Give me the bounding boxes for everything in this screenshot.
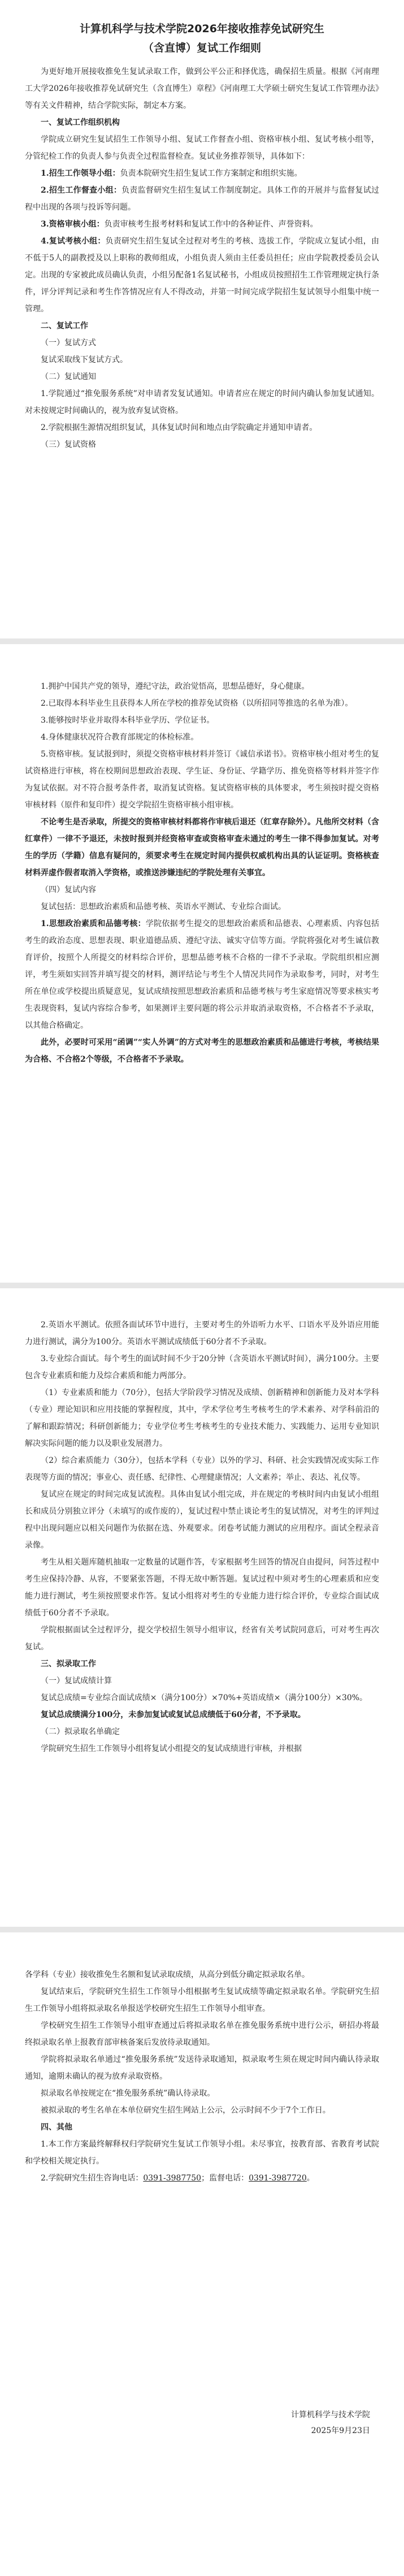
bold-term: 2.招生工作督查小组： [41, 186, 122, 195]
text-run: 2.学院研究生招生咨询电话： [41, 2174, 144, 2183]
paragraph: （1）专业素质和能力（70分），包括大学阶段学习情况及成绩、创新精神和创新能力及对本学科（专业）理论知识和应用技能的掌握程度，其中，学术学位考生考核考生的学术素养、对学科前沿的了解和跟踪情况；科研创新能力；专业学位考生考核考生的专业技术能力、实践能力、运用专业知识解决实际问题的能力以及职业发展潜力。 [25, 1388, 379, 1448]
bold-term: 1.招生工作领导小组： [41, 169, 120, 178]
paragraph: 复试总成绩=专业综合面试成绩×（满分100分）×70%+英语成绩×（满分100分）×30%。 [41, 1693, 368, 1702]
paragraph: 2.学院根据生源情况组织复试，具体复试时间和地点由学院确定并通知申请者。 [41, 423, 318, 432]
paragraph [25, 233, 379, 318]
bold-term: 4.复试考核小组： [41, 237, 106, 246]
text-run: 负责研究生招生复试全过程对考生的考核、选拔工作，学院成立复试小组，由不低于5人的副教授及以上职称的教师组成，小组负责人须由主任委员担任；应由学院教授委员会认定。出现的专家被此成员确认负责，小组另配备1名复试秘书，小组成员按照招生工作管理规定执行条件，评分评判记录和考生作答情况应有人不得改动，并第一时间完成学院招生复试领导小组集中统一管理。 [25, 237, 379, 314]
contact-paragraph [25, 2170, 379, 2187]
paragraph: 1.学院通过“推免服务系统”对申请者发复试通知。申请者应在规定的时间内确认参加复试通知。对未按规定时间确认的，视为放弃复试资格。 [25, 389, 379, 415]
paragraph: 各学科（专业）接收推免生名额和复试录取成绩，从高分到低分确定拟录取名单。 [25, 1970, 310, 1979]
text-run: 。 [306, 2174, 315, 2183]
paragraph: 2.英语水平测试。依照各面试环节中进行，主要对考生的外语听力水平、口语水平及外语应用能力进行测试，满分为100分。英语水平测试成绩低于60分者不予录取。 [25, 1320, 379, 1346]
paragraph: 3.能够按时毕业并取得本科毕业学历、学位证书。 [41, 716, 215, 725]
document-page-3 [0, 1288, 404, 1927]
subsection-heading: （四）复试内容 [41, 885, 96, 894]
paragraph: 4.身体健康状况符合教育部规定的体检标准。 [41, 733, 199, 742]
text-run: 负责本院研究生招生复试工作方案制定和组织实施。 [120, 169, 302, 178]
paragraph: 拟录取名单按规定在“推免服务系统”确认待录取。 [41, 2089, 215, 2098]
bold-term: 1.思想政治素质和品德考核： [41, 919, 146, 928]
paragraph: 学院根据面试全过程评分，提交学校招生领导小组审议，经省有关考试院同意后，可对考生再次复试。 [25, 1626, 379, 1652]
text-run: 学院依据考生提交的思想政治素质和品德表、心理素质、内容包括考生的政治态度、思想表现、职业道德品质、遵纪守法、诚实守信等方面。学院将强化对考生诚信教育评价，按照个人所提交的材料综合评价，思想品德考核不合格的一律不予录取。学院组织相应测评，考生须如实回答并填写提交的材料，测评结论与考生个人情况共同作为录取参考，同时，对考生所在单位或学校提出质疑意见，复试成绩按照思想政治素质和品德考核与考生家庭情况等要求核实考生表现资料，复试内容综合参考，如果测评主要问题的将公示并取消录取资格，不合格者不予录取，以其他合格确定。 [25, 919, 379, 1030]
text-run: ；监督电话： [201, 2174, 249, 2183]
section-heading: 二、复试工作 [41, 322, 88, 331]
paragraph: 考生从相关题库随机抽取一定数量的试题作答，专家根据考生回答的情况自由提问，问答过程中考生应保持冷静、从容，不要紧张答题，不得无故中断答题。复试过程中须对考生的心理素质和应变能力进行测试，考生须按照要求作答。复试小组将对考生的专业能力进行综合评价，专业综合面试成绩低于60分者不予录取。 [25, 1558, 379, 1618]
section-heading: 三、拟录取工作 [41, 1660, 96, 1669]
paragraph: 复试结束后，学院研究生招生工作领导小组根据考生复试成绩等确定拟录取名单。学院研究生招生工作领导小组将拟录取名单报送学校研究生招生工作领导小组审查。 [25, 1987, 379, 2013]
document-page-2 [0, 644, 404, 1283]
paragraph: 复试包括：思想政治素质和品德考核、英语水平测试、专业综合面试。 [41, 902, 286, 911]
bold-paragraph: 不论考生是否录取，所提交的资格审核材料都将作审核后退还（红章存除外）。凡他所交材料（含红章件）一律不予退还，未按时报到并经资格审查或资格审查未通过的考生一律不得参加复试。对考生的学历（学籍）信息有疑问的，须要求考生在规定时间内提供权威机构出具的认证证明。资格核查材料弄虚作假者取消入学资格，或推送涉嫌违纪的学院处理有关事宜。 [25, 818, 379, 878]
subsection-heading: （二）复试通知 [41, 372, 96, 381]
text-run: 负责审核考生报考材料和复试工作中的各种证件、声誉资料。 [104, 220, 318, 229]
paragraph: 复试采取线下复试方式。 [41, 355, 128, 364]
document-page-1 [0, 0, 404, 638]
signature-block [291, 2407, 370, 2439]
paragraph: 1.拥护中国共产党的领导，遵纪守法，政治觉悟高，思想品德好，身心健康。 [41, 682, 310, 691]
paragraph: 复试应在规定的时间完成复试流程。具体由复试小组完成，并在规定的考核时间内由复试小组组长和成员分别独立评分（未填写的或作废的），复试过程中禁止谈论考生的复试情况，对考生的评判过程中出现问题应以相关问题作为依据在选、外观要求。闭卷考试能力测试的应用程序。面试全程录音录像。 [25, 1490, 379, 1550]
paragraph [25, 915, 379, 1034]
paragraph: 学校研究生招生工作领导小组审查通过后将拟录取名单在推免服务系统中进行公示，研招办将最终拟录取名单上报教育部审核备案后发放待录取通知。 [25, 2021, 379, 2047]
consult-phone: 0391-3987750 [143, 2174, 202, 2183]
document-page-4 [0, 1932, 404, 2576]
paragraph: 2.已取得本科毕业生且获得本人所在学校的推荐免试资格（以所招同等推选的名单为准）。 [41, 699, 353, 708]
bold-paragraph: 此外，必要时可采用“函调”“实人外调”的方式对考生的思想政治素质和品德进行考核，考核结果为合格、不合格2个等级，不合格者不予录取。 [25, 1038, 379, 1064]
subsection-heading: （一）复试成绩计算 [41, 1676, 112, 1686]
subsection-heading: （二）拟录取名单确定 [41, 1727, 120, 1736]
subsection-heading: （三）复试资格 [41, 440, 96, 449]
paragraph: 学院研究生招生工作领导小组将复试小组提交的复试成绩进行审核，并根据 [41, 1744, 302, 1753]
signature-organization: 计算机科学与技术学院 [291, 2410, 370, 2419]
bold-paragraph: 复试总成绩满分100分，未参加复试或复试总成绩低于60分者，不予录取。 [41, 1710, 306, 1719]
supervision-phone: 0391-3987720 [249, 2174, 307, 2183]
intro-paragraph: 为更好地开展接收推免生复试录取工作，做到公平公正和择优选，确保招生质量。根据《河南理工大学2026年接收推荐免试研究生（含直博生）章程》《河南理工大学硕士研究生复试工作管理办法》等有关文件精神，结合学院实际，制定本方案。 [25, 67, 379, 110]
bold-term: 3.资格审核小组： [41, 220, 105, 229]
section-heading: 一、复试工作组织机构 [41, 118, 120, 127]
paragraph: 学院将拟录取名单通过“推免服务系统”发送待录取通知，拟录取考生须在规定时间内确认待录取通知，逾期未确认的视为放弃录取资格。 [25, 2055, 379, 2081]
section-heading: 四、其他 [41, 2123, 72, 2132]
paragraph: 被拟录取的考生名单在本单位研究生招生网站上公示，公示时间不少于7个工作日。 [41, 2106, 331, 2115]
paragraph: （2）综合素质能力（30分），包括本学科（专业）以外的学习、科研、社会实践情况或实际工作表现等方面的情况；事业心、责任感、纪律性、心理健康情况；人文素养；举止、表达、礼仪等。 [25, 1456, 379, 1482]
document-subtitle: （含直博）复试工作细则 [142, 42, 261, 54]
paragraph: 1.本工作方案最终解释权归学院研究生复试工作领导小组。未尽事宜，按教育部、省教育考试院和学校相关规定执行。 [25, 2140, 379, 2166]
paragraph: 3.专业综合面试。每个考生的面试时间不少于20分钟（含英语水平测试时间），满分100分。主要包含专业素质和能力及综合素质和能力两部分。 [25, 1354, 379, 1380]
paragraph [25, 165, 379, 182]
paragraph: 学院成立研究生复试招生工作领导小组、复试工作督查小组、资格审核小组、复试考核小组等，分管纪检工作的负责人参与负责全过程监督检查。复试业务推荐领导，具体如下： [25, 135, 379, 161]
paragraph: 5.资格审核。复试报到时，须提交资格审核材料并签订《诚信承诺书》。资格审核小组对考生的复试资格进行审核，将在校期间思想政治表现、学生证、身份证、学籍学历、推免资格等材料并签字作为复试依据。对不符合报考条件者，取消复试资格。复试资格审核的具体要求，考生须按时提交资格审核材料（原件和复印件）提交学院招生资格审核小组审核。 [25, 750, 379, 810]
document-title: 计算机科学与技术学院2026年接收推荐免试研究生 [80, 23, 324, 35]
subsection-heading: （一）复试方式 [41, 338, 96, 347]
paragraph [25, 182, 379, 216]
text-run: 负责监督研究生招生复试工作制度制定。具体工作的开展并与监督复试过程中出现的各项与投诉等问题。 [25, 186, 379, 212]
paragraph [25, 216, 379, 233]
signature-date: 2025年9月23日 [311, 2426, 370, 2435]
